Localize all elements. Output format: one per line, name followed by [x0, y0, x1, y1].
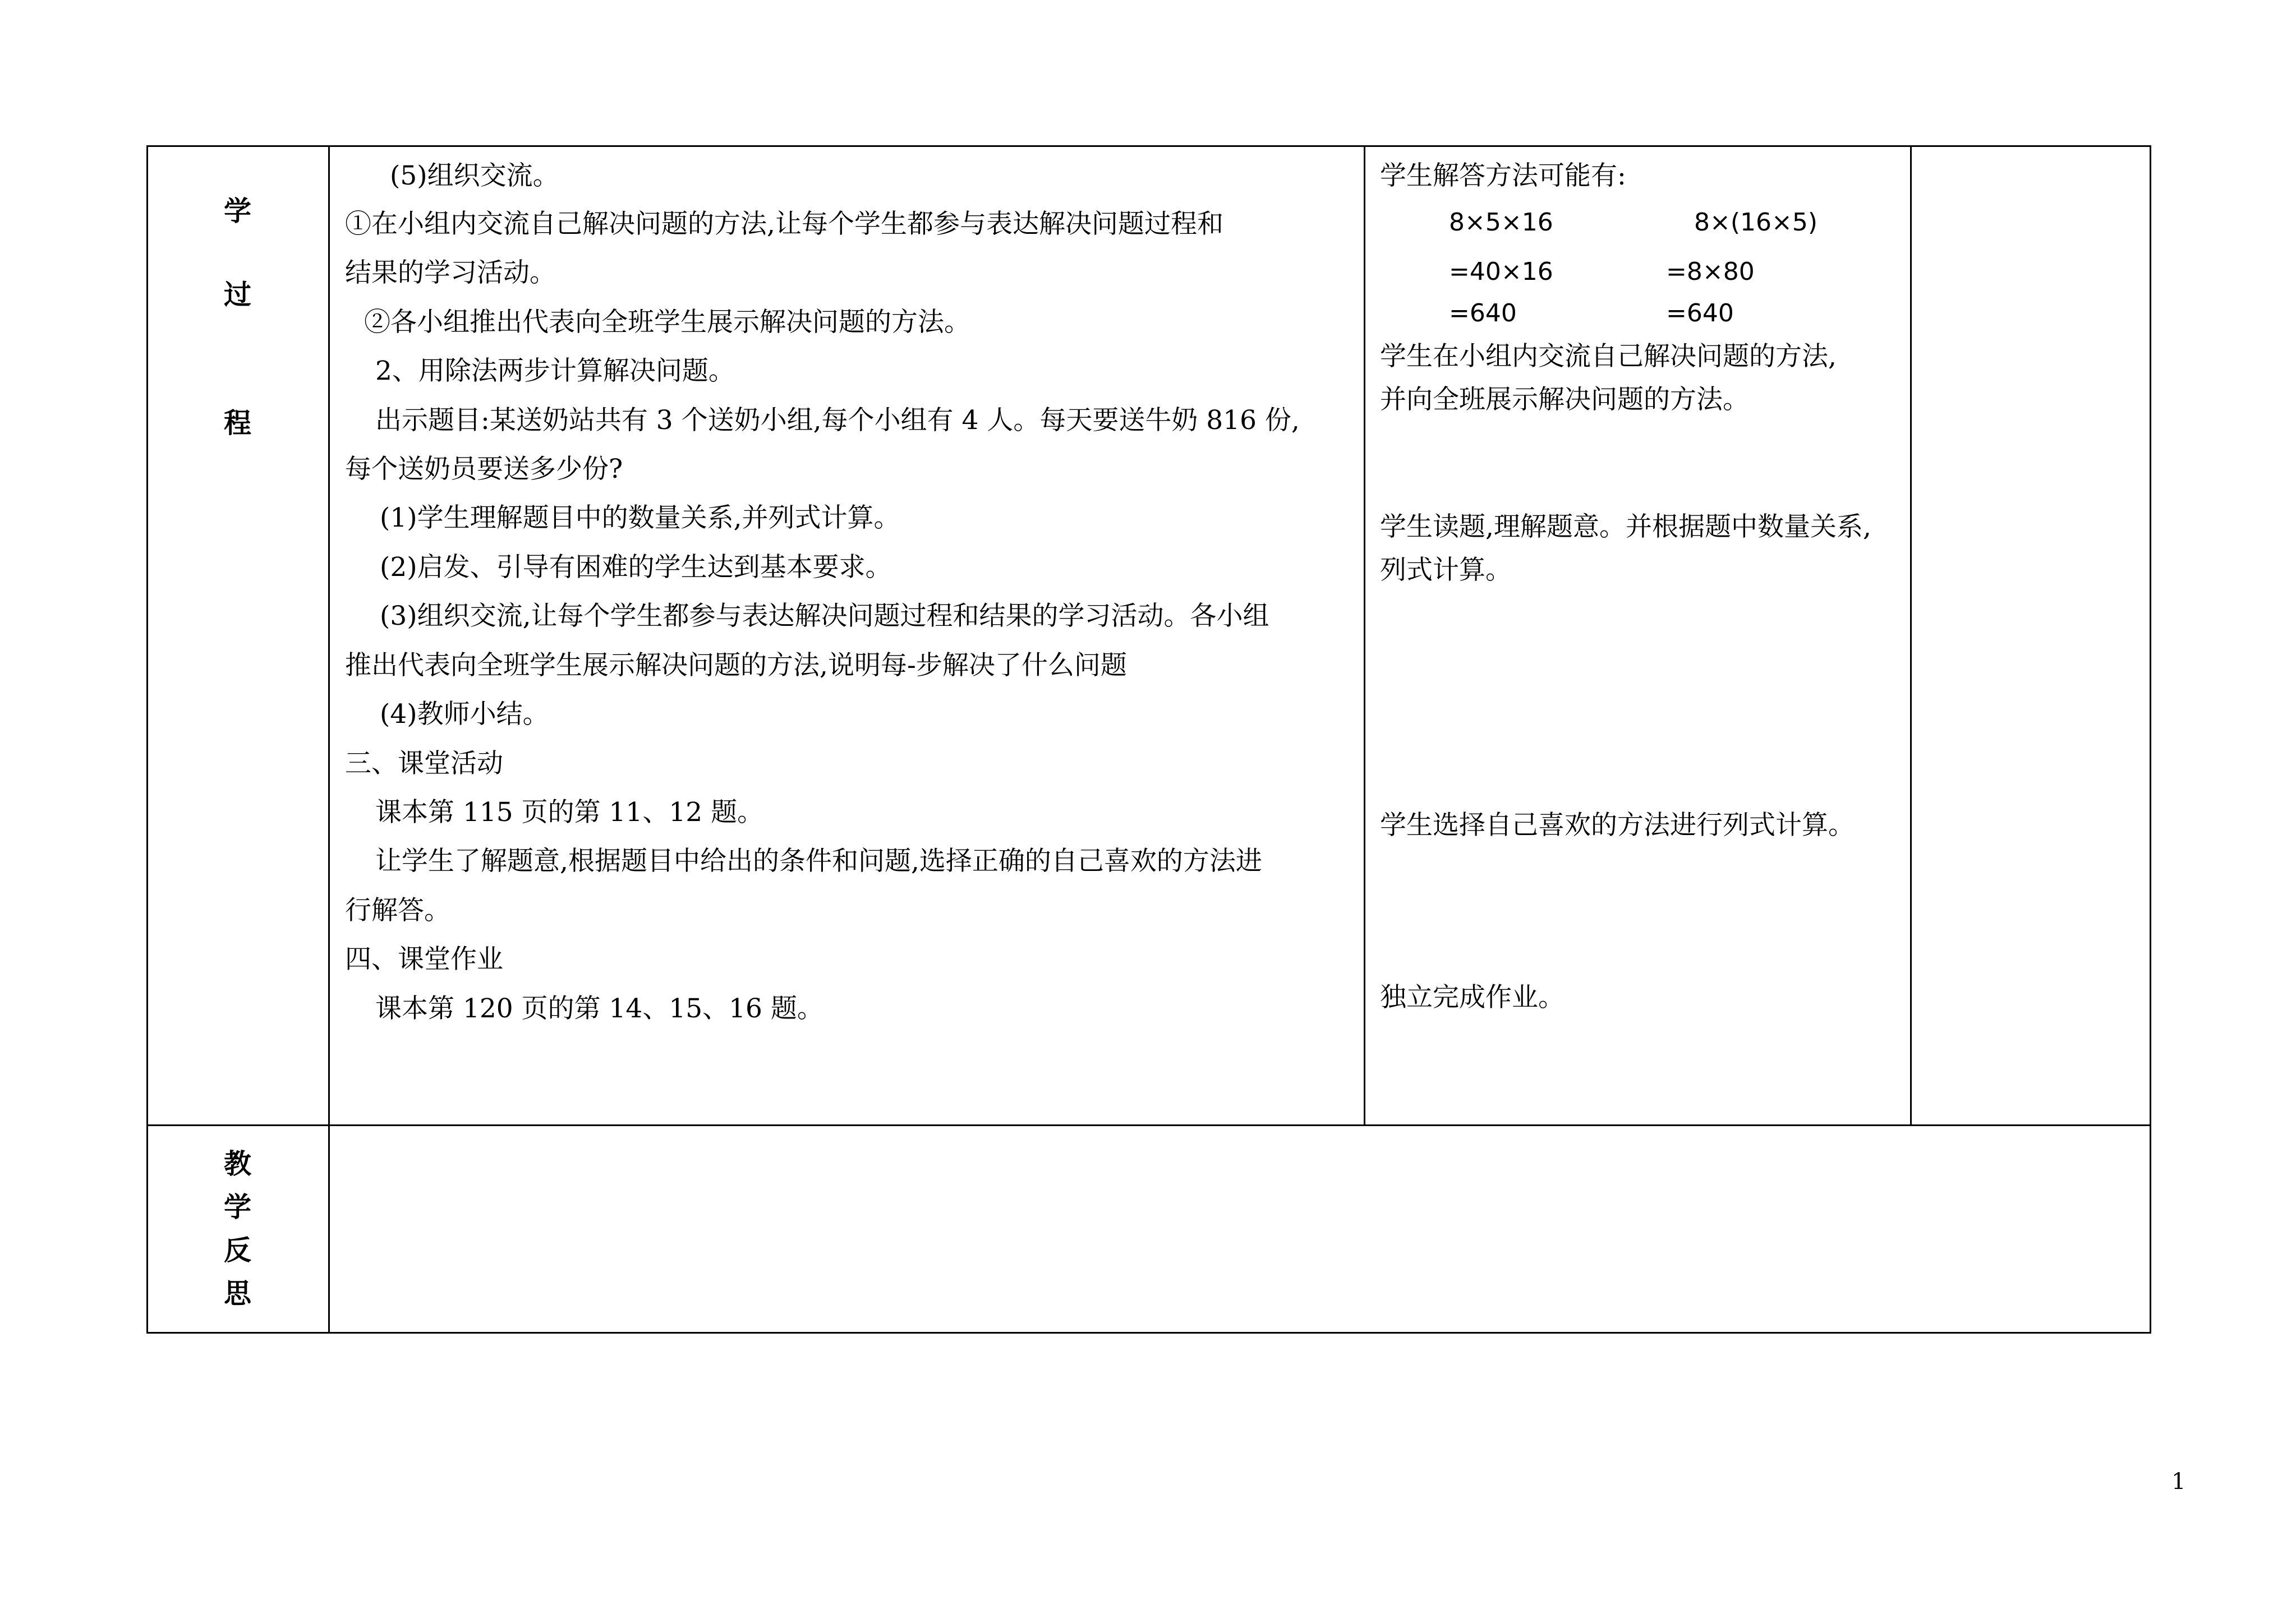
teacher-text-line: 让学生了解题意,根据题目中给出的条件和问题,选择正确的自己喜欢的方法进	[375, 846, 1262, 877]
table-col-divider-student	[1910, 145, 1912, 1126]
section-heading: 三、课堂活动	[345, 748, 503, 779]
row-label-char: 过	[224, 279, 252, 311]
teacher-text-line: 课本第 115 页的第 11、12 题。	[375, 797, 764, 828]
calc-line: 8×5×16	[1449, 208, 1553, 237]
teacher-text-line: 每个送奶员要送多少份?	[345, 454, 623, 485]
teacher-text-line: (3)组织交流,让每个学生都参与表达解决问题过程和结果的学习活动。各小组	[380, 601, 1269, 631]
teacher-text-line: ②各小组推出代表向全班学生展示解决问题的方法。	[364, 307, 970, 338]
student-text-line: 学生选择自己喜欢的方法进行列式计算。	[1380, 810, 1855, 841]
section-heading: 四、课堂作业	[345, 944, 503, 975]
table-border-bottom	[146, 1332, 2151, 1334]
student-text-line: 学生在小组内交流自己解决问题的方法,	[1380, 341, 1837, 372]
row-label-char: 反	[224, 1234, 252, 1266]
table-col-divider-teacher	[1364, 145, 1365, 1126]
table-border-right	[2150, 145, 2151, 1334]
teacher-text-line: 2、用除法两步计算解决问题。	[375, 356, 735, 386]
teacher-text-line: 结果的学习活动。	[345, 257, 556, 288]
teacher-text-line: (4)教师小结。	[380, 699, 549, 730]
calc-line: =640	[1449, 299, 1517, 328]
row-label-char: 学	[224, 195, 252, 227]
student-text-line: 并向全班展示解决问题的方法。	[1380, 384, 1749, 415]
teacher-text-line: 行解答。	[345, 895, 450, 926]
teacher-text-line: 课本第 120 页的第 14、15、16 题。	[375, 993, 823, 1024]
student-text-line: 独立完成作业。	[1380, 982, 1565, 1013]
row-label-char: 学	[224, 1191, 252, 1223]
teacher-text-line: (2)启发、引导有困难的学生达到基本要求。	[380, 552, 892, 583]
calc-line: =40×16	[1449, 257, 1553, 286]
teacher-text-line: (5)组织交流。	[390, 160, 559, 191]
teacher-text-line: 推出代表向全班学生展示解决问题的方法,说明每-步解决了什么问题	[345, 650, 1127, 681]
calc-line: 8×(16×5)	[1694, 208, 1818, 237]
row-label-char: 教	[224, 1148, 252, 1180]
student-text-line: 学生读题,理解题意。并根据题中数量关系,	[1380, 511, 1871, 542]
table-col-divider-label	[328, 145, 330, 1334]
table-row-divider	[146, 1124, 2151, 1126]
table-border-top	[146, 145, 2151, 147]
calc-line: =8×80	[1666, 257, 1755, 286]
student-text-line: 学生解答方法可能有:	[1380, 160, 1626, 191]
row-label-char: 程	[224, 407, 252, 439]
page-number: 1	[2171, 1469, 2186, 1495]
row-label-char: 思	[224, 1278, 252, 1310]
calc-line: =640	[1666, 299, 1734, 328]
table-border-left	[146, 145, 148, 1334]
teacher-text-line: ①在小组内交流自己解决问题的方法,让每个学生都参与表达解决问题过程和	[345, 209, 1223, 239]
teacher-text-line: 出示题目:某送奶站共有 3 个送奶小组,每个小组有 4 人。每天要送牛奶 816 份,	[375, 405, 1300, 436]
student-text-line: 列式计算。	[1380, 555, 1512, 585]
teacher-text-line: (1)学生理解题目中的数量关系,并列式计算。	[380, 502, 900, 533]
